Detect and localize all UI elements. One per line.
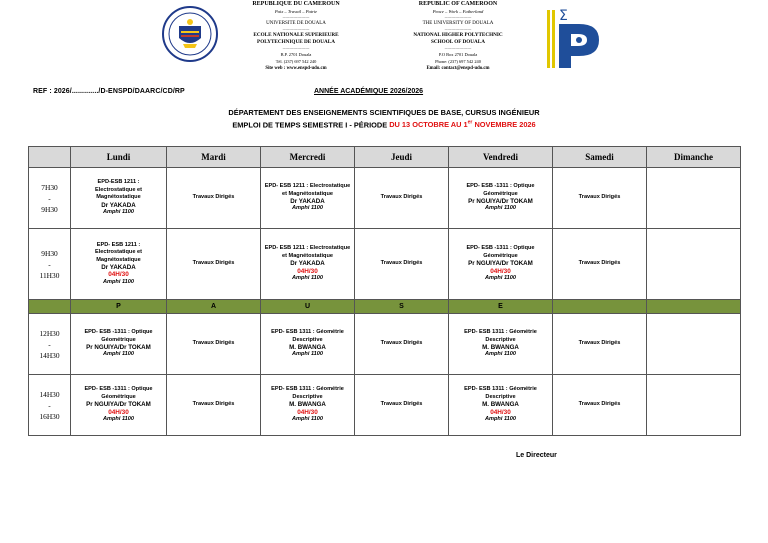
course-cell (449, 229, 553, 300)
course-cell (261, 314, 355, 375)
country-fr: REPUBLIQUE DU CAMEROUN (252, 1, 340, 7)
enspd-logo (545, 6, 605, 72)
time-slot (29, 375, 71, 436)
course-code: EPD- ESB 1311 : Géométrie (271, 386, 344, 393)
course-teacher: Dr YAKADA (290, 198, 325, 205)
academic-year: ANNÉE ACADÉMIQUE 2026/2026 (314, 88, 424, 95)
address-fr: B.P. 2701 Douala (280, 52, 312, 57)
slot-start: 14H30 (39, 389, 60, 399)
day-samedi: Samedi (553, 147, 647, 168)
phone-en: Phone: (237) 697 542 240 (435, 59, 481, 64)
course-room: Amphi 1100 (292, 205, 323, 212)
course-title: Descriptive (485, 336, 516, 343)
td-cell: Travaux Dirigés (355, 375, 449, 436)
course-title: Descriptive (485, 393, 516, 400)
course-room: Amphi 1100 (485, 275, 516, 282)
course-code: EPD- ESB 1211 : (96, 241, 141, 248)
course-volume: 04H/30 (490, 267, 511, 275)
university-seal-logo (162, 4, 218, 66)
phone-fr: Tél. (237) 697 542 240 (275, 59, 317, 64)
schedule-period-end: NOVEMBRE 2026 (472, 120, 536, 130)
director-signature: Le Directeur (516, 452, 557, 459)
empty-cell (647, 375, 741, 436)
td-cell: Travaux Dirigés (553, 168, 647, 229)
table-row (29, 314, 741, 375)
slot-sep: - (48, 400, 51, 410)
course-title: Magnétostatique (96, 256, 141, 263)
course-title: Magnétostatique (96, 194, 141, 201)
course-room: Amphi 1100 (292, 351, 323, 358)
td-cell: Travaux Dirigés (355, 229, 449, 300)
course-title: Electrostatique et (95, 186, 142, 193)
day-vendredi: Vendredi (449, 147, 553, 168)
pause-letter: S (355, 300, 449, 314)
pause-row (29, 300, 741, 314)
course-teacher: Dr YAKADA (101, 201, 136, 209)
slot-end: 16H30 (39, 411, 60, 421)
course-volume: 04H/30 (297, 267, 318, 275)
table-row (29, 229, 741, 300)
empty-cell (647, 314, 741, 375)
course-cell (449, 168, 553, 229)
schedule-period-sup: er (467, 120, 473, 126)
school-fr-1: ECOLE NATIONALE SUPERIEURE (253, 32, 339, 38)
course-title: Géométrique (483, 190, 518, 197)
time-slot (29, 229, 71, 300)
td-cell: Travaux Dirigés (167, 229, 261, 300)
course-teacher: Dr YAKADA (101, 264, 136, 271)
pause-empty (29, 300, 71, 314)
course-volume: 04H/30 (297, 408, 318, 416)
course-volume: 04H/30 (108, 271, 129, 279)
school-en-1: NATIONAL HIGHER POLYTECHNIC (413, 32, 503, 38)
pause-letter: U (261, 300, 355, 314)
day-header-row (29, 147, 741, 168)
course-teacher: Pr NGUIYA/Dr TOKAM (86, 344, 151, 351)
university-fr: UNIVERSITE DE DOUALA (266, 21, 326, 26)
day-dimanche: Dimanche (647, 147, 741, 168)
course-code: EPD- ESB -1311 : Optique (84, 329, 153, 336)
td-cell: Travaux Dirigés (355, 168, 449, 229)
course-room: Amphi 1100 (485, 351, 516, 358)
course-cell (449, 375, 553, 436)
country-en: REPUBLIC OF CAMEROON (418, 1, 498, 7)
slot-start: 9H30 (41, 248, 58, 258)
department-title: DÉPARTEMENT DES ENSEIGNEMENTS SCIENTIFIQUES DE BASE, CURSUS INGÉNIEUR (228, 108, 540, 117)
course-cell (449, 314, 553, 375)
course-teacher: Pr NGUIYA/Dr TOKAM (468, 198, 533, 205)
slot-start: 12H30 (39, 328, 60, 338)
course-room: Amphi 1100 (292, 416, 323, 423)
header-english: REPUBLIC OF CAMEROON Peace – Work – Fatherland -------------------- THE UNIVERSITY OF DOUALA -------------------- NATIONAL HIGHER POLYTECHNIC SCHOOL OF DOUALA -------------------- P.O Box 2701 Douala Phone: (237) 697 542 240 Email: contact@enspd-udo.cm (398, 1, 518, 72)
day-jeudi: Jeudi (355, 147, 449, 168)
course-room: Amphi 1100 (485, 416, 516, 423)
course-room: Amphi 1100 (485, 205, 516, 212)
course-cell (261, 168, 355, 229)
course-teacher: M. BWANGA (289, 401, 326, 409)
time-slot (29, 168, 71, 229)
course-cell (71, 168, 167, 229)
slot-start: 7H30 (41, 182, 58, 192)
course-teacher: M. BWANGA (482, 401, 519, 409)
course-teacher: M. BWANGA (482, 344, 519, 351)
course-teacher: Dr YAKADA (290, 260, 325, 268)
course-code: EPD- ESB 1311 : Géométrie (464, 329, 537, 336)
td-cell: Travaux Dirigés (167, 375, 261, 436)
course-code: EPD- ESB -1311 : Optique (466, 245, 535, 252)
pause-letter: P (71, 300, 167, 314)
course-title: Géométrique (483, 252, 518, 259)
school-fr-2: POLYTECHNIQUE DE DOUALA (257, 39, 335, 45)
course-room: Amphi 1100 (103, 416, 134, 423)
course-title: Descriptive (292, 336, 323, 343)
table-row (29, 168, 741, 229)
slot-sep: - (48, 339, 51, 349)
course-title: Electrostatique et (95, 249, 142, 256)
website: Site web : www.enspd-udo.cm (265, 66, 327, 71)
schedule-title-prefix: EMPLOI DE TEMPS SEMESTRE I - PÉRIODE (232, 120, 390, 130)
course-volume: 04H/30 (490, 408, 511, 416)
course-teacher: Pr NGUIYA/Dr TOKAM (86, 401, 151, 409)
university-en: THE UNIVERSITY OF DOUALA (422, 21, 494, 26)
empty-cell (647, 168, 741, 229)
course-cell (261, 229, 355, 300)
course-room: Amphi 1100 (103, 351, 134, 358)
pause-empty (553, 300, 647, 314)
header-french: REPUBLIQUE DU CAMEROUN Paix – Travail – Patrie -------------------- UNIVERSITE DE DOUALA -------------------- ECOLE NATIONALE SUPERIEURE POLYTECHNIQUE DE DOUALA -------------------- B.P. 2701 Douala Tél. (237) 697 542 240 Site web : www.enspd-udo.cm (236, 1, 356, 72)
course-teacher: Pr NGUIYA/Dr TOKAM (468, 260, 533, 268)
course-code: EPD- ESB -1311 : Optique (466, 183, 535, 190)
slot-end: 11H30 (39, 270, 60, 280)
td-cell: Travaux Dirigés (553, 314, 647, 375)
svg-text:Σ: Σ (559, 8, 568, 24)
empty-cell (647, 229, 741, 300)
course-code: EPD- ESB -1311 : Optique (84, 386, 153, 393)
td-cell: Travaux Dirigés (553, 375, 647, 436)
address-en: P.O Box 2701 Douala (438, 52, 478, 57)
reference-number: REF : 2026/............./D-ENSPD/DAARC/CD/RP (33, 88, 185, 95)
day-mercredi: Mercredi (261, 147, 355, 168)
course-code: EPD- ESB 1311 : Géométrie (464, 386, 537, 393)
school-en-2: SCHOOL OF DOUALA (431, 39, 485, 45)
course-code: EPD- ESB 1311 : Géométrie (271, 329, 344, 336)
course-code: EPD- ESB 1211 : Electrostatique (264, 245, 351, 252)
td-cell: Travaux Dirigés (355, 314, 449, 375)
course-title: Géométrique (101, 336, 136, 343)
course-room: Amphi 1100 (292, 275, 323, 282)
course-title: et Magnétostatique (282, 190, 333, 197)
course-volume: 04H/30 (108, 408, 129, 416)
td-cell: Travaux Dirigés (553, 229, 647, 300)
motto-fr: Paix – Travail – Patrie (274, 9, 318, 14)
pause-letter: E (449, 300, 553, 314)
pause-letter: A (167, 300, 261, 314)
day-lundi: Lundi (71, 147, 167, 168)
course-title: Géométrique (101, 393, 136, 400)
course-title: Descriptive (292, 393, 323, 400)
motto-en: Peace – Work – Fatherland (432, 9, 484, 14)
course-title: et Magnétostatique (282, 252, 333, 259)
slot-end: 14H30 (39, 350, 60, 360)
day-mardi: Mardi (167, 147, 261, 168)
td-cell: Travaux Dirigés (167, 314, 261, 375)
course-room: Amphi 1100 (103, 278, 134, 285)
course-cell (71, 229, 167, 300)
course-teacher: M. BWANGA (289, 344, 326, 351)
course-cell (261, 375, 355, 436)
timetable (28, 146, 741, 436)
schedule-title (0, 120, 768, 129)
schedule-period-start: DU 13 OCTOBRE AU 1 (389, 120, 468, 130)
slot-sep: - (48, 193, 51, 203)
corner-cell (29, 147, 71, 168)
time-slot (29, 314, 71, 375)
td-cell: Travaux Dirigés (167, 168, 261, 229)
course-code: EPD-ESB 1211 : (97, 179, 140, 186)
course-code: EPD- ESB 1211 : Electrostatique (264, 183, 351, 190)
schedule-period (389, 120, 535, 129)
slot-end: 9H30 (41, 204, 58, 214)
course-cell (71, 314, 167, 375)
course-cell (71, 375, 167, 436)
slot-sep: - (48, 259, 51, 269)
pause-empty (647, 300, 741, 314)
email: Email: contact@enspd-udo.cm (426, 66, 490, 71)
table-row (29, 375, 741, 436)
course-room: Amphi 1100 (103, 209, 134, 216)
